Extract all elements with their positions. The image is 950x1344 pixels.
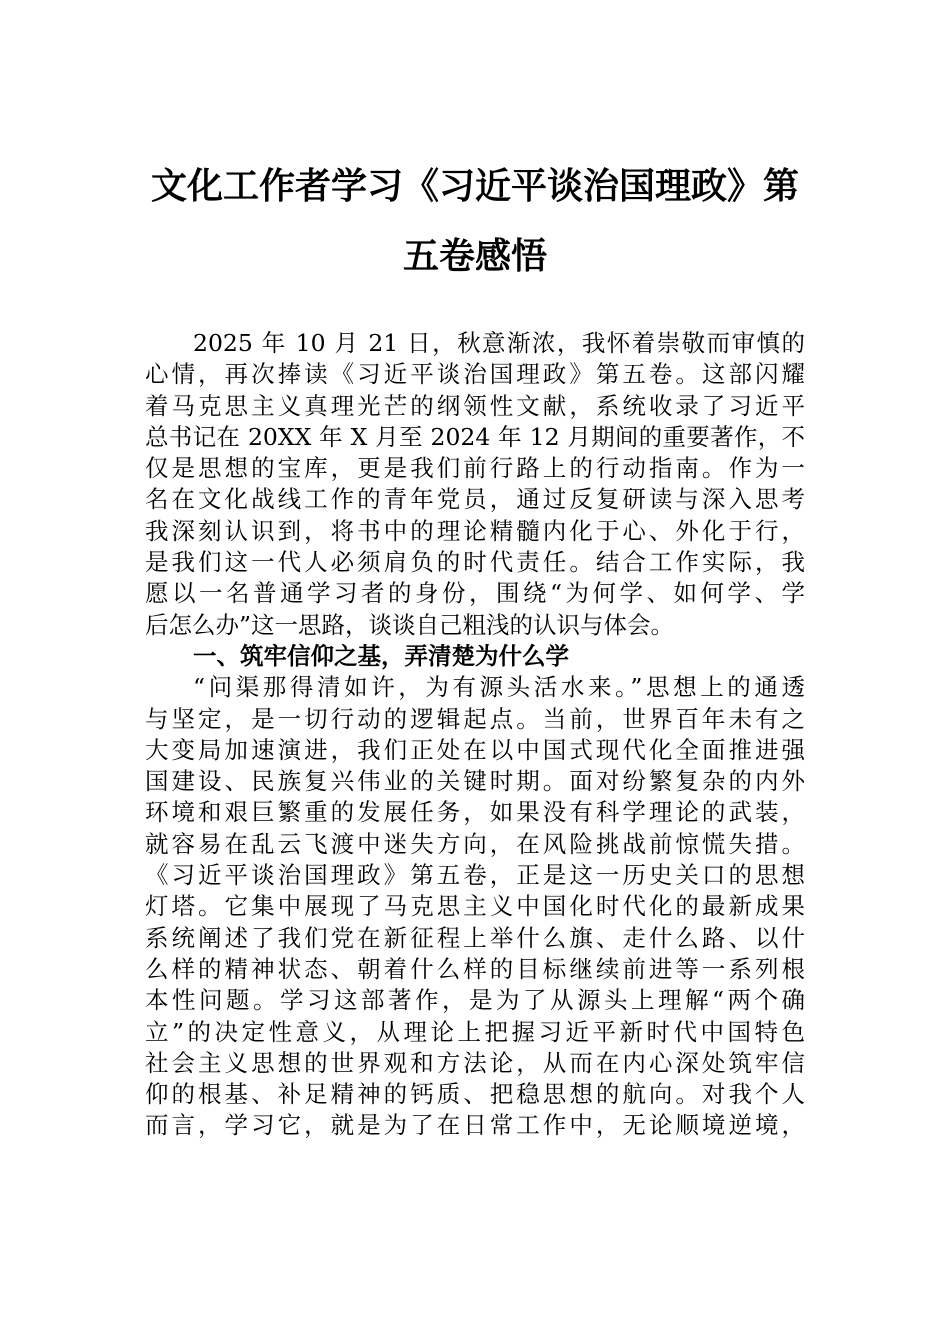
paragraph-intro (145, 328, 805, 641)
text-line: 系统阐述了我们党在新征程上举什么旗、走什么路、以什 (145, 923, 805, 952)
text-line: 《习近平谈治国理政》第五卷，正是这一历史关口的思想 (145, 861, 805, 890)
text-line: 么样的精神状态、朝着什么样的目标继续前进等一系列根 (145, 954, 805, 983)
document-body (145, 328, 805, 1142)
text-line: 环境和艰巨繁重的发展任务，如果没有科学理论的武装， (145, 798, 805, 827)
text-line: 就容易在乱云飞渡中迷失方向，在风险挑战前惊慌失措。 (145, 829, 805, 858)
text-line: 灯塔。它集中展现了马克思主义中国化时代化的最新成果 (145, 892, 805, 921)
text-line: 与坚定，是一切行动的逻辑起点。当前，世界百年未有之 (145, 704, 805, 733)
text-line: 2025 年 10 月 21 日，秋意渐浓，我怀着崇敬而审慎的 (193, 329, 805, 357)
section-heading-1: 一、筑牢信仰之基，弄清楚为什么学 (193, 641, 569, 670)
text-line: 愿以一名普通学习者的身份，围绕“为何学、如何学、学 (145, 579, 805, 608)
text-line: 总书记在 20XX 年 X 月至 2024 年 12 月期间的重要著作，不 (145, 422, 805, 451)
text-line: 仅是思想的宝库，更是我们前行路上的行动指南。作为一 (145, 454, 805, 483)
text-line: 本性问题。学习这部著作，是为了从源头上理解“两个确 (145, 986, 805, 1015)
text-line: 着马克思主义真理光芒的纲领性文献，系统收录了习近平 (145, 391, 805, 420)
text-line: 国建设、民族复兴伟业的关键时期。面对纷繁复杂的内外 (145, 767, 805, 796)
text-line: 社会主义思想的世界观和方法论，从而在内心深处筑牢信 (145, 1048, 805, 1077)
text-line: 名在文化战线工作的青年党员，通过反复研读与深入思考 (145, 485, 805, 514)
text-line: 而言，学习它，就是为了在日常工作中，无论顺境逆境， (145, 1111, 805, 1140)
document-title-line-1: 文化工作者学习《习近平谈治国理政》第 (150, 165, 799, 207)
document-title-line-2: 五卷感悟 (402, 235, 547, 277)
text-line: 后怎么办”这一思路，谈谈自己粗浅的认识与体会。 (145, 610, 675, 639)
text-line: 是我们这一代人必须肩负的时代责任。结合工作实际，我 (145, 548, 805, 577)
text-line: “问渠那得清如许，为有源头活水来。”思想上的通透 (193, 673, 805, 702)
text-line: 心情，再次捧读《习近平谈治国理政》第五卷。这部闪耀 (145, 360, 805, 389)
text-line: 仰的根基、补足精神的钙质、把稳思想的航向。对我个人 (145, 1080, 805, 1109)
text-line: 立”的决定性意义，从理论上把握习近平新时代中国特色 (145, 1017, 805, 1046)
text-line: 大变局加速演进，我们正处在以中国式现代化全面推进强 (145, 735, 805, 764)
text-line: 我深刻认识到，将书中的理论精髓内化于心、外化于行， (145, 516, 805, 545)
paragraph-section-1 (145, 672, 805, 1141)
